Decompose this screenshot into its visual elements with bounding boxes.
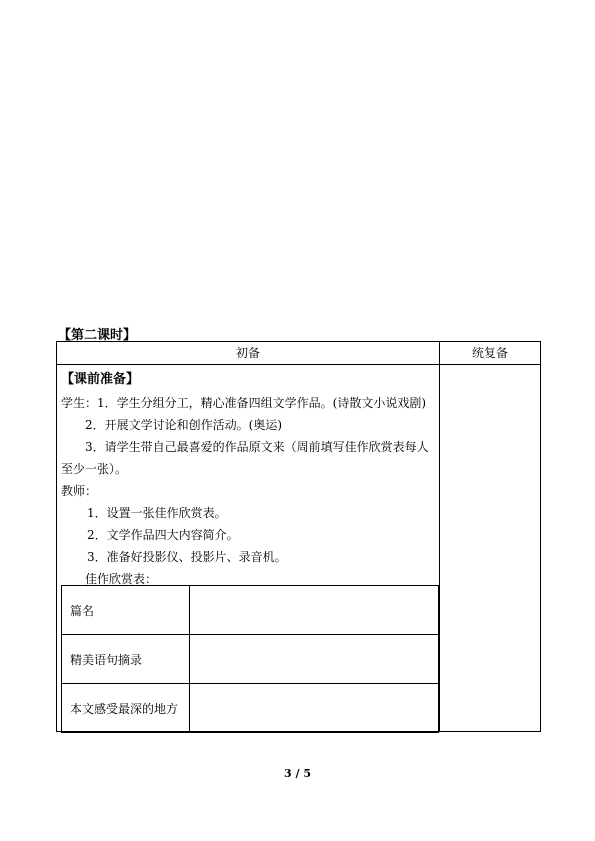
column-divider — [439, 342, 440, 731]
header-review-prep: 统复备 — [471, 346, 508, 360]
table-row — [62, 684, 439, 733]
text-line: 3．准备好投影仪、投影片、录音机。 — [87, 550, 287, 564]
table-row — [62, 635, 439, 684]
appreciation-form-table — [61, 585, 439, 733]
table-header-row — [57, 342, 540, 365]
form-field-excerpts[interactable] — [190, 635, 439, 684]
form-field-title[interactable] — [190, 586, 439, 635]
text-line: 2．开展文学讨论和创作活动。(奥运) — [85, 418, 282, 432]
form-field-impression[interactable] — [190, 684, 439, 733]
text-line: 2．文学作品四大内容简介。 — [87, 528, 239, 542]
text-line: 至少一张）。 — [61, 462, 128, 476]
text-line: 3．请学生带自己最喜爱的作品原文来（周前填写佳作欣赏表每人 — [85, 440, 429, 454]
lesson-plan-table — [56, 341, 541, 732]
table-row — [62, 586, 439, 635]
prep-heading: 【课前准备】 — [61, 372, 140, 387]
section-heading: 【第二课时】 — [58, 328, 137, 343]
form-label-excerpts: 精美语句摘录 — [62, 635, 190, 684]
initial-prep-content — [61, 370, 435, 590]
header-initial-prep: 初备 — [235, 346, 260, 360]
text-line: 1．设置一张佳作欣赏表。 — [87, 506, 227, 520]
text-line: 佳作欣赏表： — [85, 572, 158, 586]
text-line: 学生：1．学生分组分工，精心准备四组文学作品。(诗散文小说戏剧) — [61, 396, 427, 410]
page-number: 3 / 5 — [284, 767, 311, 780]
text-line: 教师： — [61, 484, 98, 498]
form-label-impression: 本文感受最深的地方 — [62, 684, 190, 733]
form-label-title: 篇名 — [62, 586, 190, 635]
